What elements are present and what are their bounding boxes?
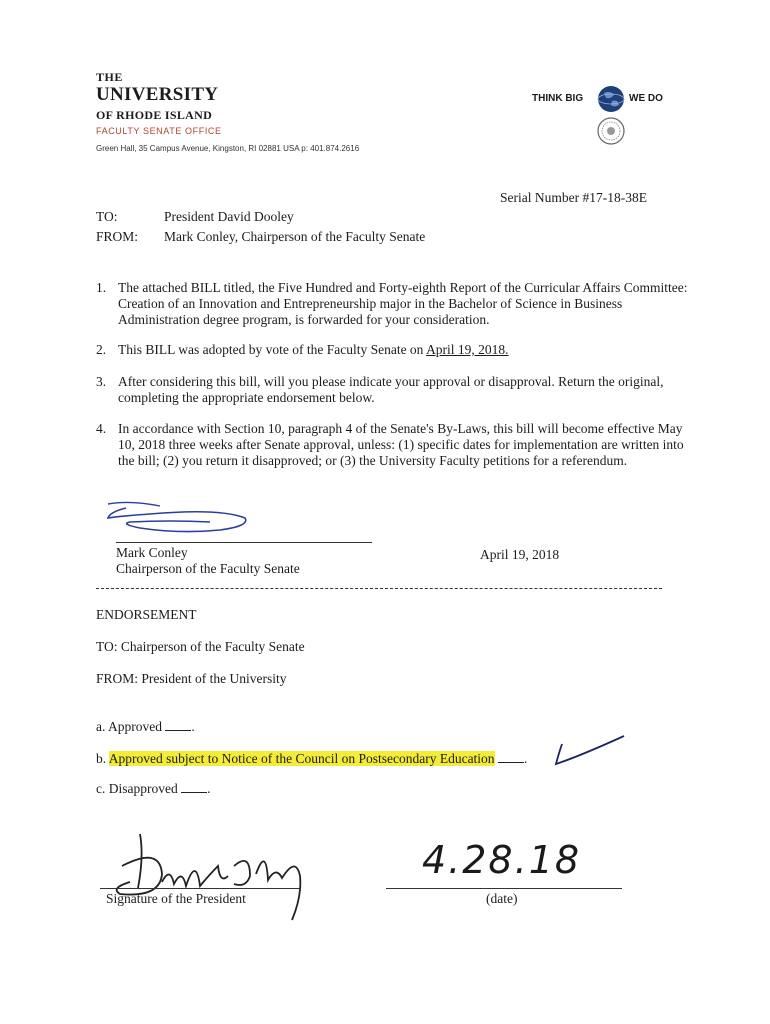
option-letter: a.	[96, 719, 106, 734]
serial-number: Serial Number #17-18-38E	[500, 190, 647, 205]
tagline-think-big: THINK BIG	[532, 93, 584, 104]
option-approved: a. Approved .	[96, 719, 195, 734]
item-number: 2.	[96, 342, 107, 357]
item-text: After considering this bill, will you please indicate your approval or disapproval. Return the original, completing the appropriate endorsement below.	[118, 374, 664, 405]
endorsement-heading: ENDORSEMENT	[96, 607, 197, 622]
to-label: TO:	[96, 209, 118, 224]
signer-title: Chairperson of the Faculty Senate	[116, 561, 300, 576]
letterhead-rhode-island: OF RHODE ISLAND	[96, 108, 213, 122]
to-value: President David Dooley	[164, 209, 294, 224]
chairperson-signature	[100, 494, 260, 540]
globe-icon	[596, 84, 626, 114]
list-item	[96, 421, 696, 487]
option-disapproved: c. Disapproved .	[96, 781, 211, 796]
list-item	[96, 374, 696, 408]
list-item	[96, 280, 696, 330]
option-label: Disapproved	[108, 781, 178, 796]
option-blank	[498, 750, 524, 763]
chairperson-signature-line	[116, 542, 372, 543]
date-line	[386, 888, 622, 889]
option-label: Approved	[108, 719, 163, 734]
checkmark-icon	[550, 732, 630, 768]
item-text	[118, 342, 696, 358]
date-label: (date)	[486, 891, 518, 906]
item-number: 1.	[96, 280, 107, 295]
signature-label: Signature of the President	[106, 891, 246, 906]
letterhead-university: UNIVERSITY	[96, 84, 219, 105]
university-seal-icon	[596, 116, 626, 146]
president-signature-line	[100, 888, 300, 889]
president-signature	[100, 826, 330, 926]
item-text: The attached BILL titled, the Five Hundred and Forty-eighth Report of the Curricular Affairs Committee: Creation of an Innovation and Entrepreneurship major in the Bachelor of Science in Business Administration degree program, is forwarded for your consideration.	[118, 280, 688, 327]
tagline-we-do: WE DO	[629, 93, 663, 104]
item-text: In accordance with Section 10, paragraph 4 of the Senate's By-Laws, this bill will become effective May 10, 2018 three weeks after Senate approval, unless: (1) specific dates for implementation are written into the bill; (2) you return it disapproved; or (3) the University Faculty petitions for a referendum.	[118, 421, 684, 468]
adoption-date: April 19, 2018.	[426, 342, 509, 357]
handwritten-date: 4.28.18	[422, 838, 582, 882]
section-divider	[96, 588, 662, 589]
signer-name: Mark Conley	[116, 545, 188, 560]
option-blank	[181, 780, 207, 793]
endorsement-from: FROM: President of the University	[96, 671, 287, 686]
item-text-main: This BILL was adopted by vote of the Faculty Senate on	[118, 342, 427, 357]
option-label: Approved subject to Notice of the Council on Postsecondary Education	[108, 751, 495, 766]
option-approved-subject: b. Approved subject to Notice of the Council on Postsecondary Education .	[96, 751, 528, 766]
list-item	[96, 342, 696, 360]
option-letter: c.	[96, 781, 106, 796]
letterhead-office: FACULTY SENATE OFFICE	[96, 126, 222, 136]
item-number: 3.	[96, 374, 107, 389]
option-blank	[165, 718, 191, 731]
sign-date: April 19, 2018	[480, 547, 560, 562]
endorsement-to: TO: Chairperson of the Faculty Senate	[96, 639, 305, 654]
option-letter: b.	[96, 751, 107, 766]
letterhead-address: Green Hall, 35 Campus Avenue, Kingston, RI 02881 USA p: 401.874.2616	[96, 144, 360, 153]
from-value: Mark Conley, Chairperson of the Faculty Senate	[164, 229, 426, 244]
letterhead-the: THE	[96, 70, 123, 84]
item-number: 4.	[96, 421, 107, 436]
from-label: FROM:	[96, 229, 139, 244]
